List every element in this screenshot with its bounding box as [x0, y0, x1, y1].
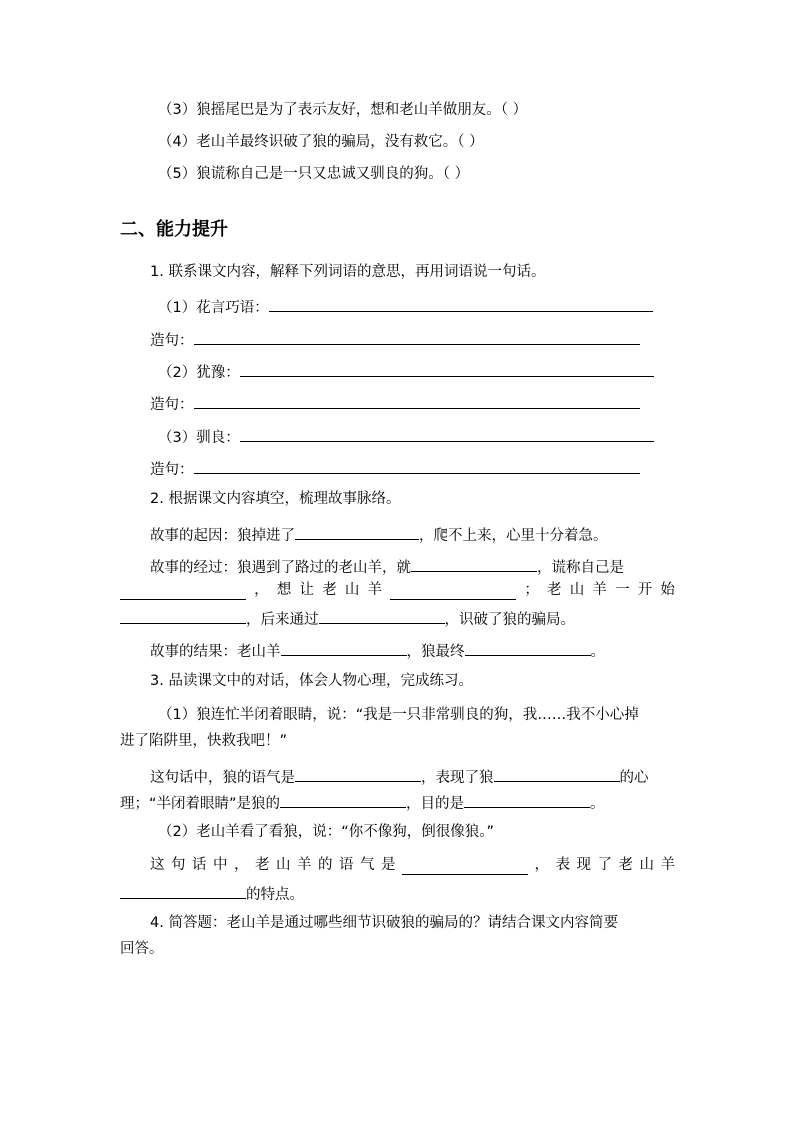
process-text-5: ，后来通过: [246, 612, 319, 628]
answer-text-5: ，目的是: [406, 796, 465, 812]
answer-blank[interactable]: [280, 790, 406, 808]
judge-item-4: （4）老山羊最终识破了狼的骗局，没有救它。（ ）: [158, 134, 484, 150]
q1-sentence-2: [150, 391, 640, 415]
sentence-label: 造句：: [150, 333, 194, 349]
answer-blank[interactable]: [464, 790, 590, 808]
q2-process-1: [150, 554, 624, 578]
cause-text-end: ，爬不上来，心里十分着急。: [419, 528, 608, 544]
judge-item-5: （5）狼谎称自己是一只又忠诚又驯良的狗。（ ）: [158, 166, 470, 182]
answer-text-2: ，表现了狼: [421, 770, 494, 786]
answer-blank[interactable]: [194, 391, 640, 409]
q3-s1-line2: 进了陷阱里，快救我吧！”: [120, 733, 288, 749]
q2-result: [150, 638, 605, 662]
answer-blank[interactable]: [194, 327, 640, 345]
q3-prompt: 3. 品读课文中的对话，体会人物心理，完成练习。: [150, 673, 473, 689]
q1-word-3: （3）驯良：: [158, 430, 240, 446]
answer-blank[interactable]: [240, 424, 654, 442]
answer-blank[interactable]: [295, 522, 419, 540]
answer-blank[interactable]: [295, 764, 421, 782]
answer-text-6: 。: [590, 796, 605, 812]
q1-item-2: [158, 359, 654, 383]
result-text: 故事的结果：老山羊: [150, 644, 281, 660]
answer-blank[interactable]: [240, 359, 654, 377]
cause-text: 故事的起因：狼掉进了: [150, 528, 295, 544]
answer-blank[interactable]: [120, 582, 246, 600]
answer-blank[interactable]: [465, 638, 591, 656]
trait-text: 的特点。: [246, 887, 304, 903]
q1-sentence-3: [150, 456, 640, 480]
answer-blank[interactable]: [120, 881, 246, 899]
answer-blank[interactable]: [390, 582, 516, 600]
answer-blank[interactable]: [319, 606, 445, 624]
answer-blank[interactable]: [194, 456, 640, 474]
answer-blank[interactable]: [494, 764, 620, 782]
answer-blank[interactable]: [281, 638, 407, 656]
answer-blank[interactable]: [402, 857, 528, 875]
result-text-end: 。: [590, 644, 605, 660]
q1-word-2: （2）犹豫：: [158, 365, 240, 381]
section-heading: 二、能力提升: [120, 219, 228, 240]
q1-item-3: [158, 424, 654, 448]
q2-process-3: [120, 606, 575, 630]
q2-cause: [150, 522, 608, 546]
q1-prompt: 1. 联系课文内容，解释下列词语的意思，再用词语说一句话。: [150, 264, 546, 280]
q3-s2-answer-1: 这 句 话 中 ， 老 山 羊 的 语 气 是 ， 表 现 了 老 山 羊: [150, 857, 675, 873]
q3-s2-line: （2）老山羊看了看狼，说：“你不像狗，倒很像狼。”: [158, 824, 494, 840]
process-text: 故事的经过：狼遇到了路过的老山羊，就: [150, 560, 411, 576]
answer-text-3: 的心: [619, 770, 649, 786]
q4-line2: 回答。: [120, 941, 164, 957]
answer-blank[interactable]: [411, 554, 537, 572]
sentence-label: 造句：: [150, 397, 194, 413]
q3-s1-line1: （1）狼连忙半闭着眼睛，说：“我是一只非常驯良的狗，我……我不小心掉: [158, 707, 639, 723]
result-text-2: ，狼最终: [406, 644, 465, 660]
q3-s1-answer-1: [150, 764, 649, 788]
answer-blank[interactable]: [120, 606, 246, 624]
q4-line1: 4. 简答题：老山羊是通过哪些细节识破狼的骗局的？请结合课文内容简要: [150, 915, 618, 931]
q2-process-2: ， 想 让 老 山 羊 ； 老 山 羊 一 开 始: [120, 580, 675, 600]
process-text-2: ，谎称自己是: [537, 560, 624, 576]
answer-text-4: 理；“半闭着眼睛”是狼的: [120, 796, 281, 812]
q2-prompt: 2. 根据课文内容填空，梳理故事脉络。: [150, 491, 401, 507]
q3-s2-answer-2: [120, 881, 304, 905]
process-text-6: ，识破了狼的骗局。: [444, 612, 575, 628]
answer-blank[interactable]: [269, 294, 653, 312]
q1-sentence-1: [150, 327, 640, 351]
judge-item-3: （3）狼摇尾巴是为了表示友好，想和老山羊做朋友。（ ）: [158, 102, 528, 118]
q1-word-1: （1）花言巧语：: [158, 300, 269, 316]
q3-s1-answer-2: [120, 790, 605, 814]
q1-item-1: [158, 294, 653, 318]
sentence-label: 造句：: [150, 462, 194, 478]
answer-text: 这句话中，狼的语气是: [150, 770, 295, 786]
